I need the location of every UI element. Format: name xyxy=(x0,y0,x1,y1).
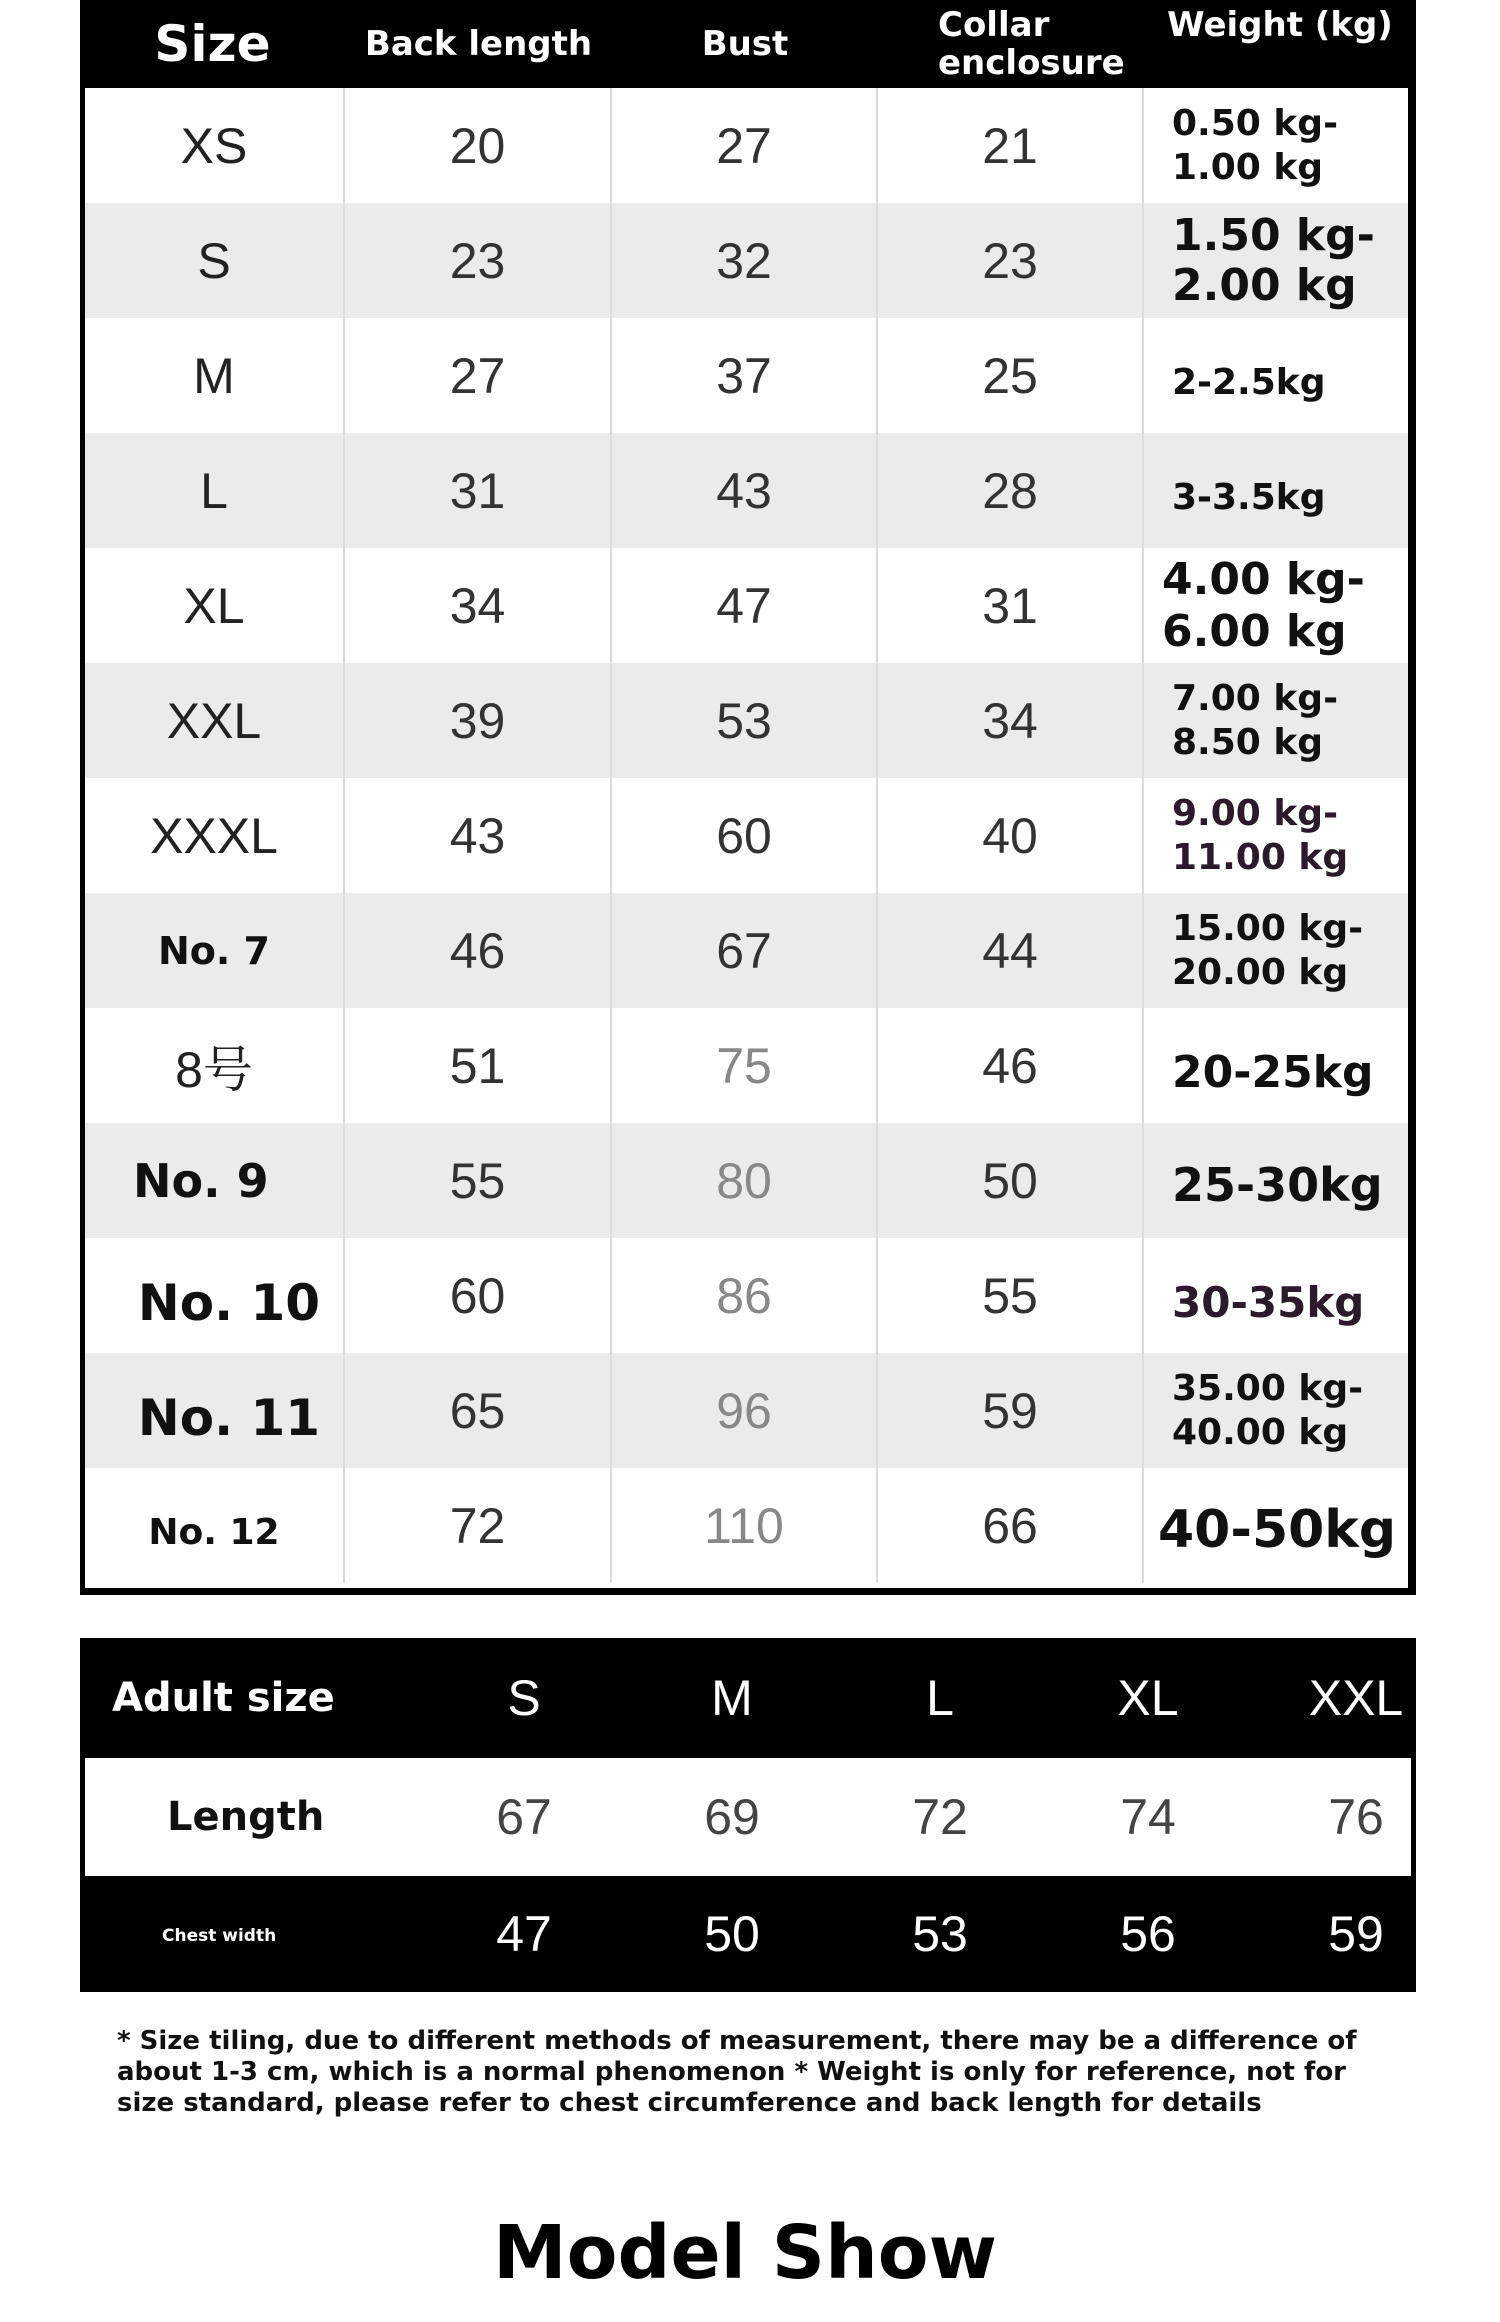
adult-size-xl: XL xyxy=(1117,1670,1179,1726)
collar-cell: 66 xyxy=(878,1468,1144,1583)
pet-table-header xyxy=(80,0,1416,88)
weight-cell: 7.00 kg-8.50 kg xyxy=(1172,677,1339,763)
bust-cell: 67 xyxy=(612,893,878,1008)
size-cell: No. 11 xyxy=(85,1353,345,1468)
collar-cell: 50 xyxy=(878,1123,1144,1238)
weight-cell: 20-25kg xyxy=(1172,1046,1374,1098)
weight-cell: 30-35kg xyxy=(1172,1277,1365,1327)
size-cell: XXXL xyxy=(85,778,345,893)
table-row xyxy=(85,88,1408,203)
chest-value: 50 xyxy=(704,1906,760,1962)
weight-cell: 3-3.5kg xyxy=(1172,476,1326,518)
bust-cell: 43 xyxy=(612,433,878,548)
back-length-cell: 51 xyxy=(345,1008,612,1123)
length-value: 69 xyxy=(704,1789,760,1845)
header-bust: Bust xyxy=(701,24,789,64)
back-length-cell: 46 xyxy=(345,893,612,1008)
weight-cell: 2-2.5kg xyxy=(1172,361,1326,403)
table-row xyxy=(85,318,1408,433)
header-size: Size xyxy=(154,15,271,73)
collar-cell: 21 xyxy=(878,88,1144,203)
size-note: * Size tiling, due to different methods of measurement, there may be a difference of about 1-3 cm, which is a normal phenomenon * Weight is only for reference, not for size standard, please refer to chest circumference and back length for details xyxy=(117,2026,1357,2118)
table-row xyxy=(85,1353,1408,1468)
bust-cell: 37 xyxy=(612,318,878,433)
back-length-cell: 39 xyxy=(345,663,612,778)
table-row xyxy=(85,663,1408,778)
pet-table-body xyxy=(85,88,1408,1588)
back-length-cell: 27 xyxy=(345,318,612,433)
bust-cell: 86 xyxy=(612,1238,878,1353)
adult-size-table xyxy=(80,1638,1416,1992)
header-weight: Weight (kg) xyxy=(1167,5,1393,45)
back-length-cell: 55 xyxy=(345,1123,612,1238)
header-back-length: Back length xyxy=(364,24,593,64)
bust-cell: 96 xyxy=(612,1353,878,1468)
length-value: 74 xyxy=(1120,1789,1176,1845)
size-cell: L xyxy=(85,433,345,548)
chest-value: 53 xyxy=(912,1906,968,1962)
adult-chest-row xyxy=(80,1876,1416,1992)
adult-size-l: L xyxy=(926,1670,954,1726)
collar-cell: 28 xyxy=(878,433,1144,548)
back-length-cell: 20 xyxy=(345,88,612,203)
size-cell: 8号 xyxy=(85,1008,345,1123)
adult-size-label: Adult size xyxy=(112,1675,335,1721)
back-length-cell: 65 xyxy=(345,1353,612,1468)
weight-cell: 0.50 kg-1.00 kg xyxy=(1172,102,1339,188)
back-length-cell: 34 xyxy=(345,548,612,663)
table-row xyxy=(85,548,1408,663)
size-cell: XXL xyxy=(85,663,345,778)
chest-value: 59 xyxy=(1328,1906,1384,1962)
adult-size-xxl: XXL xyxy=(1308,1670,1404,1726)
size-cell: No. 7 xyxy=(85,893,345,1008)
model-show-heading: Model Show xyxy=(493,2210,997,2296)
table-row xyxy=(85,203,1408,318)
table-row xyxy=(85,1468,1408,1583)
bust-cell: 75 xyxy=(612,1008,878,1123)
length-value: 76 xyxy=(1328,1789,1384,1845)
adult-size-m: M xyxy=(711,1670,753,1726)
size-cell: No. 9 xyxy=(85,1123,345,1238)
chest-value: 56 xyxy=(1120,1906,1176,1962)
length-label: Length xyxy=(167,1794,325,1840)
size-cell: M xyxy=(85,318,345,433)
collar-cell: 34 xyxy=(878,663,1144,778)
weight-cell: 15.00 kg-20.00 kg xyxy=(1172,907,1364,993)
collar-cell: 40 xyxy=(878,778,1144,893)
length-value: 72 xyxy=(912,1789,968,1845)
length-value: 67 xyxy=(496,1789,552,1845)
bust-cell: 80 xyxy=(612,1123,878,1238)
back-length-cell: 72 xyxy=(345,1468,612,1583)
table-row xyxy=(85,893,1408,1008)
header-collar-enclosure: Collar enclosure xyxy=(938,5,1125,83)
table-row xyxy=(85,1238,1408,1353)
chest-value: 47 xyxy=(496,1906,552,1962)
weight-cell: 25-30kg xyxy=(1172,1157,1383,1212)
adult-length-row xyxy=(85,1758,1411,1876)
size-cell: No. 10 xyxy=(85,1238,345,1353)
back-length-cell: 31 xyxy=(345,433,612,548)
back-length-cell: 60 xyxy=(345,1238,612,1353)
collar-cell: 44 xyxy=(878,893,1144,1008)
bust-cell: 27 xyxy=(612,88,878,203)
collar-cell: 31 xyxy=(878,548,1144,663)
bust-cell: 53 xyxy=(612,663,878,778)
bust-cell: 32 xyxy=(612,203,878,318)
collar-cell: 46 xyxy=(878,1008,1144,1123)
weight-cell: 35.00 kg-40.00 kg xyxy=(1172,1367,1364,1453)
size-cell: S xyxy=(85,203,345,318)
size-cell: XS xyxy=(85,88,345,203)
bust-cell: 110 xyxy=(612,1468,878,1583)
back-length-cell: 23 xyxy=(345,203,612,318)
size-cell: XL xyxy=(85,548,345,663)
collar-cell: 25 xyxy=(878,318,1144,433)
weight-cell: 9.00 kg-11.00 kg xyxy=(1172,792,1349,878)
back-length-cell: 43 xyxy=(345,778,612,893)
weight-cell: 1.50 kg-2.00 kg xyxy=(1172,209,1375,311)
adult-size-s: S xyxy=(507,1670,541,1726)
chest-width-label: Chest width xyxy=(162,1926,277,1946)
bust-cell: 60 xyxy=(612,778,878,893)
table-row xyxy=(85,778,1408,893)
weight-cell: 40-50kg xyxy=(1158,1499,1397,1560)
table-row xyxy=(85,433,1408,548)
weight-cell: 4.00 kg-6.00 kg xyxy=(1162,553,1365,657)
pet-size-table xyxy=(80,0,1416,1595)
collar-cell: 23 xyxy=(878,203,1144,318)
size-cell: No. 12 xyxy=(85,1468,345,1583)
collar-cell: 55 xyxy=(878,1238,1144,1353)
bust-cell: 47 xyxy=(612,548,878,663)
table-row xyxy=(85,1008,1408,1123)
collar-cell: 59 xyxy=(878,1353,1144,1468)
table-row xyxy=(85,1123,1408,1238)
adult-header-row xyxy=(80,1638,1416,1758)
